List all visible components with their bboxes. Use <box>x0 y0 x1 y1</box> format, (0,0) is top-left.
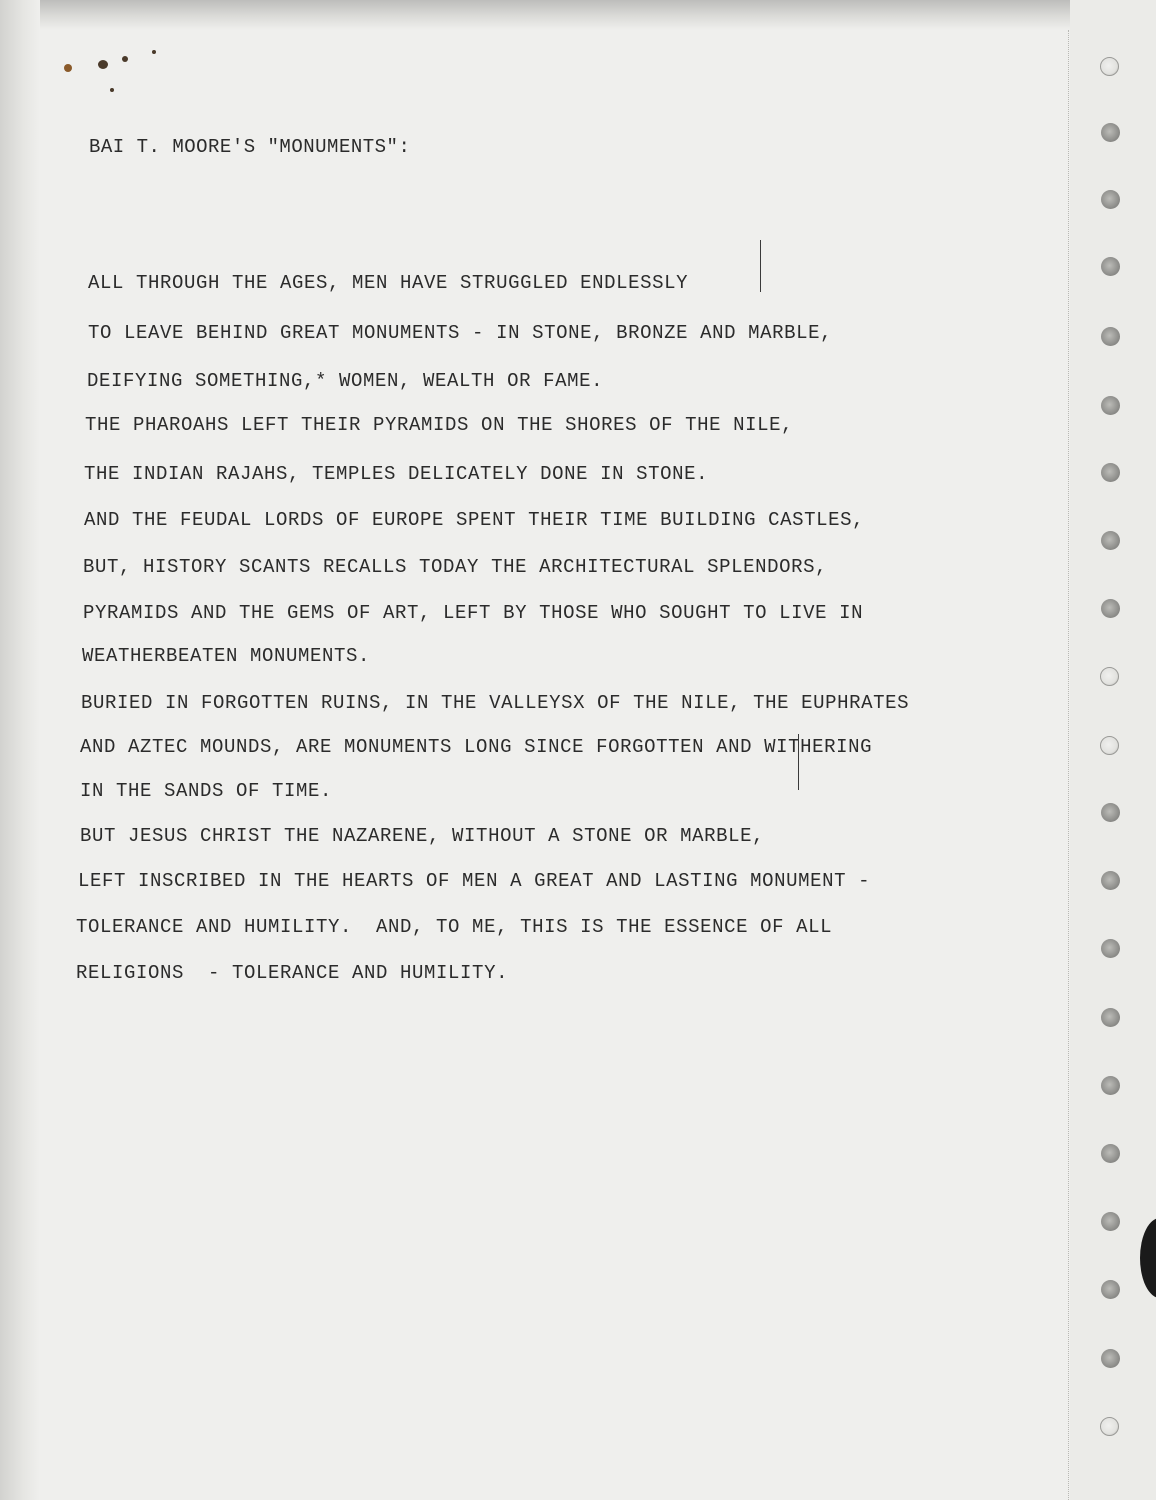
body-line: THE PHAROAHS LEFT THEIR PYRAMIDS ON THE SHORES OF THE NILE, <box>85 414 794 436</box>
body-line: DEIFYING SOMETHING,* WOMEN, WEALTH OR FAME. <box>87 370 604 392</box>
body-line: TO LEAVE BEHIND GREAT MONUMENTS - IN STONE, BRONZE AND MARBLE, <box>88 322 833 344</box>
perforation-line <box>1068 30 1071 1500</box>
body-line: ALL THROUGH THE AGES, MEN HAVE STRUGGLED ENDLESSLY <box>88 272 689 294</box>
feed-hole <box>1100 1417 1119 1436</box>
ink-smudge <box>122 56 128 62</box>
feed-hole <box>1101 1212 1120 1231</box>
body-line: LEFT INSCRIBED IN THE HEARTS OF MEN A GREAT AND LASTING MONUMENT - <box>78 870 871 892</box>
feed-hole <box>1101 1076 1120 1095</box>
feed-hole <box>1101 463 1120 482</box>
body-line: BUT JESUS CHRIST THE NAZARENE, WITHOUT A STONE OR MARBLE, <box>80 825 765 847</box>
feed-hole <box>1101 599 1120 618</box>
body-line: BUT, HISTORY SCANTS RECALLS TODAY THE ARCHITECTURAL SPLENDORS, <box>83 556 828 578</box>
feed-hole <box>1101 939 1120 958</box>
pen-stroke <box>760 240 761 292</box>
feed-hole <box>1101 190 1120 209</box>
body-line: THE INDIAN RAJAHS, TEMPLES DELICATELY DONE IN STONE. <box>84 463 709 485</box>
feed-hole <box>1101 123 1120 142</box>
feed-hole <box>1100 667 1119 686</box>
feed-hole <box>1101 396 1120 415</box>
feed-hole <box>1101 803 1120 822</box>
feed-hole <box>1100 736 1119 755</box>
feed-hole <box>1101 531 1120 550</box>
body-line: PYRAMIDS AND THE GEMS OF ART, LEFT BY THOSE WHO SOUGHT TO LIVE IN <box>83 602 864 624</box>
feed-hole <box>1101 871 1120 890</box>
feed-hole <box>1101 1144 1120 1163</box>
ink-smudge <box>64 64 72 72</box>
page-top-edge <box>0 0 1156 30</box>
body-line: AND AZTEC MOUNDS, ARE MONUMENTS LONG SINCE FORGOTTEN AND WITHERING <box>80 736 873 758</box>
body-line: RELIGIONS - TOLERANCE AND HUMILITY. <box>76 962 509 984</box>
feed-hole <box>1101 1280 1120 1299</box>
pen-stroke <box>798 734 799 790</box>
body-line: BURIED IN FORGOTTEN RUINS, IN THE VALLEYSX OF THE NILE, THE EUPHRATES <box>81 692 910 714</box>
document-title: BAI T. MOORE'S "MONUMENTS": <box>89 136 411 158</box>
ink-smudge <box>98 60 108 69</box>
body-line: IN THE SANDS OF TIME. <box>80 780 333 802</box>
ink-smudge <box>110 88 114 92</box>
body-line: TOLERANCE AND HUMILITY. AND, TO ME, THIS IS THE ESSENCE OF ALL <box>76 916 833 938</box>
feed-hole <box>1101 257 1120 276</box>
body-line: WEATHERBEATEN MONUMENTS. <box>82 645 371 667</box>
feed-hole <box>1100 57 1119 76</box>
page-left-edge <box>0 0 40 1500</box>
ink-smudge <box>152 50 156 54</box>
feed-hole <box>1101 1008 1120 1027</box>
body-line: AND THE FEUDAL LORDS OF EUROPE SPENT THEIR TIME BUILDING CASTLES, <box>84 509 865 531</box>
feed-hole <box>1101 327 1120 346</box>
feed-hole <box>1101 1349 1120 1368</box>
